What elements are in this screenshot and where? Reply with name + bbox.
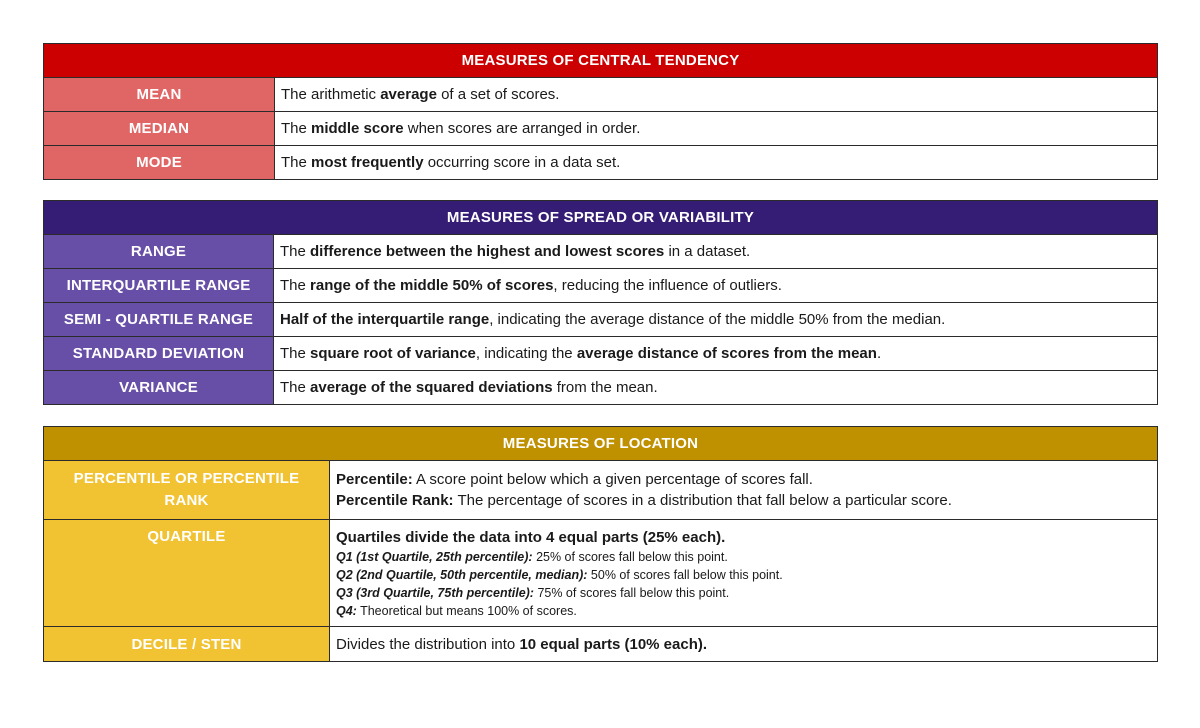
table-row [44,520,1158,627]
term-mode: MODE [44,146,275,180]
definition-semi-quartile-range: Half of the interquartile range, indicating the average distance of the middle 50% from the median. [274,303,1158,337]
definition-standard-deviation: The square root of variance, indicating the average distance of scores from the mean. [274,337,1158,371]
table-row [44,371,1158,405]
definition-mean: The arithmetic average of a set of scores. [275,78,1158,112]
definition-mode: The most frequently occurring score in a data set. [275,146,1158,180]
definition-interquartile-range: The range of the middle 50% of scores, reducing the influence of outliers. [274,269,1158,303]
list-item: Q1 (1st Quartile, 25th percentile): 25% of scores fall below this point. [336,550,728,564]
definition-quartile: Quartiles divide the data into 4 equal parts (25% each). Q1 (1st Quartile, 25th percentile): 25% of scores fall below this point. Q2 (2nd Quartile, 50th percentile, median): 50% of scores fall below this point. Q3 (3rd Quartile, 75th percentile): 75% of scores fall below this point. Q4: Theoretical but means 100% of scores. [330,520,1158,627]
central-tendency-table [43,43,1158,180]
term-median: MEDIAN [44,112,275,146]
term-mean: MEAN [44,78,275,112]
term-percentile: PERCENTILE OR PERCENTILE RANK [44,461,330,520]
definition-range: The difference between the highest and lowest scores in a dataset. [274,235,1158,269]
term-standard-deviation: STANDARD DEVIATION [44,337,274,371]
definition-variance: The average of the squared deviations from the mean. [274,371,1158,405]
table-row [44,461,1158,520]
term-range: RANGE [44,235,274,269]
definition-decile-sten: Divides the distribution into 10 equal parts (10% each). [330,627,1158,662]
spread-variability-table [43,200,1158,405]
table-row [44,337,1158,371]
list-item: Q4: Theoretical but means 100% of scores. [336,604,577,618]
central-tendency-title: MEASURES OF CENTRAL TENDENCY [44,44,1158,78]
spread-variability-title: MEASURES OF SPREAD OR VARIABILITY [44,201,1158,235]
term-variance: VARIANCE [44,371,274,405]
term-quartile: QUARTILE [44,520,330,627]
table-row [44,269,1158,303]
table-row [44,235,1158,269]
table-row [44,112,1158,146]
definition-median: The middle score when scores are arranged in order. [275,112,1158,146]
term-decile-sten: DECILE / STEN [44,627,330,662]
definition-percentile: Percentile: A score point below which a given percentage of scores fall. Percentile Rank: The percentage of scores in a distribution that fall below a particular score. [330,461,1158,520]
table-row [44,303,1158,337]
table-row [44,146,1158,180]
location-title: MEASURES OF LOCATION [44,427,1158,461]
list-item: Q3 (3rd Quartile, 75th percentile): 75% of scores fall below this point. [336,586,730,600]
table-row [44,78,1158,112]
location-table [43,426,1158,662]
term-semi-quartile-range: SEMI - QUARTILE RANGE [44,303,274,337]
table-row [44,627,1158,662]
list-item: Q2 (2nd Quartile, 50th percentile, median): 50% of scores fall below this point. [336,568,783,582]
term-interquartile-range: INTERQUARTILE RANGE [44,269,274,303]
